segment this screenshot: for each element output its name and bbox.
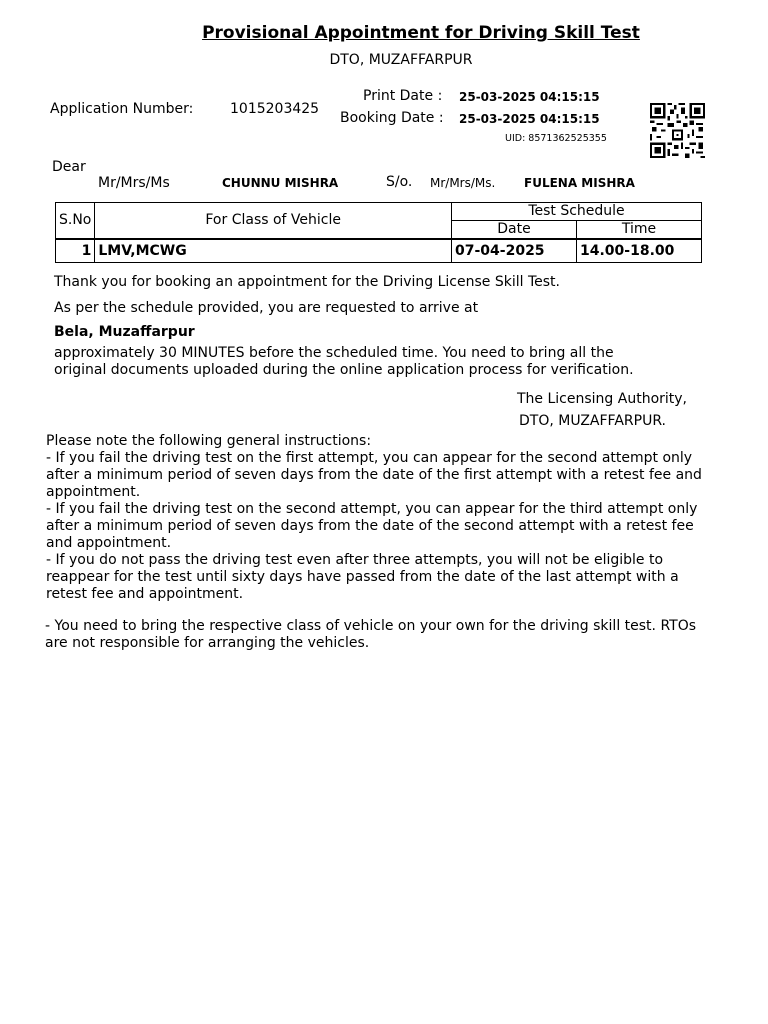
uid-number: UID: 8571362525355 — [505, 133, 607, 144]
header-date: Date — [452, 221, 577, 240]
arrive-text: As per the schedule provided, you are requested to arrive at — [54, 300, 479, 316]
parent-salutation: Mr/Mrs/Ms. — [430, 176, 496, 190]
print-date: 25-03-2025 04:15:15 — [459, 90, 600, 104]
instructions-heading: Please note the following general instructions: — [46, 433, 372, 449]
greeting: Dear — [52, 159, 86, 175]
signature-line-1: The Licensing Authority, — [517, 391, 688, 407]
row-date: 07-04-2025 — [452, 239, 577, 263]
instruction-item: - If you fail the driving test on the first attempt, you can appear for the second attempt only after a minimum period of seven days from the date of the first attempt with a retest fee and appointment. — [46, 450, 702, 500]
timing-line-1: approximately 30 MINUTES before the scheduled time. You need to bring all the — [54, 345, 614, 361]
applicant-name: CHUNNU MISHRA — [222, 176, 339, 190]
timing-line-2: original documents uploaded during the online application process for verification. — [54, 362, 634, 378]
row-sno: 1 — [56, 239, 95, 263]
office-name: DTO, MUZAFFARPUR — [329, 52, 473, 68]
header-time: Time — [577, 221, 702, 240]
relation-label: S/o. — [386, 174, 413, 190]
thanks-text: Thank you for booking an appointment for the Driving License Skill Test. — [54, 274, 560, 290]
parent-name: FULENA MISHRA — [524, 176, 635, 190]
qr-code-icon — [650, 103, 705, 158]
salutation: Mr/Mrs/Ms — [98, 175, 170, 191]
instruction-item: - If you do not pass the driving test even after three attempts, you will not be eligible to reappear for the test until sixty days have passed from the date of the last attempt with a retest fee and appointment. — [46, 552, 679, 602]
header-vehicle-class: For Class of Vehicle — [95, 203, 452, 240]
row-time: 14.00-18.00 — [577, 239, 702, 263]
booking-date: 25-03-2025 04:15:15 — [459, 112, 600, 126]
application-number-label: Application Number: — [50, 101, 194, 117]
header-sno: S.No — [56, 203, 95, 240]
instruction-item: - If you fail the driving test on the second attempt, you can appear for the third attempt only after a minimum period of seven days from the date of the second attempt with a retest fee and appointment. — [46, 501, 698, 551]
instructions-block — [46, 433, 722, 603]
application-number: 1015203425 — [230, 101, 320, 117]
venue: Bela, Muzaffarpur — [54, 324, 195, 340]
table-row — [56, 239, 702, 263]
print-date-label: Print Date : — [363, 88, 443, 104]
vehicle-note: - You need to bring the respective class of vehicle on your own for the driving skill test. RTOs are not responsible for arranging the vehicles. — [45, 618, 697, 651]
schedule-table — [55, 202, 702, 263]
page-title: Provisional Appointment for Driving Skill Test — [202, 23, 640, 43]
booking-date-label: Booking Date : — [340, 110, 444, 126]
signature-line-2: DTO, MUZAFFARPUR. — [519, 413, 666, 429]
row-vehicle-class: LMV,MCWG — [95, 239, 452, 263]
header-test-schedule: Test Schedule — [452, 203, 702, 221]
